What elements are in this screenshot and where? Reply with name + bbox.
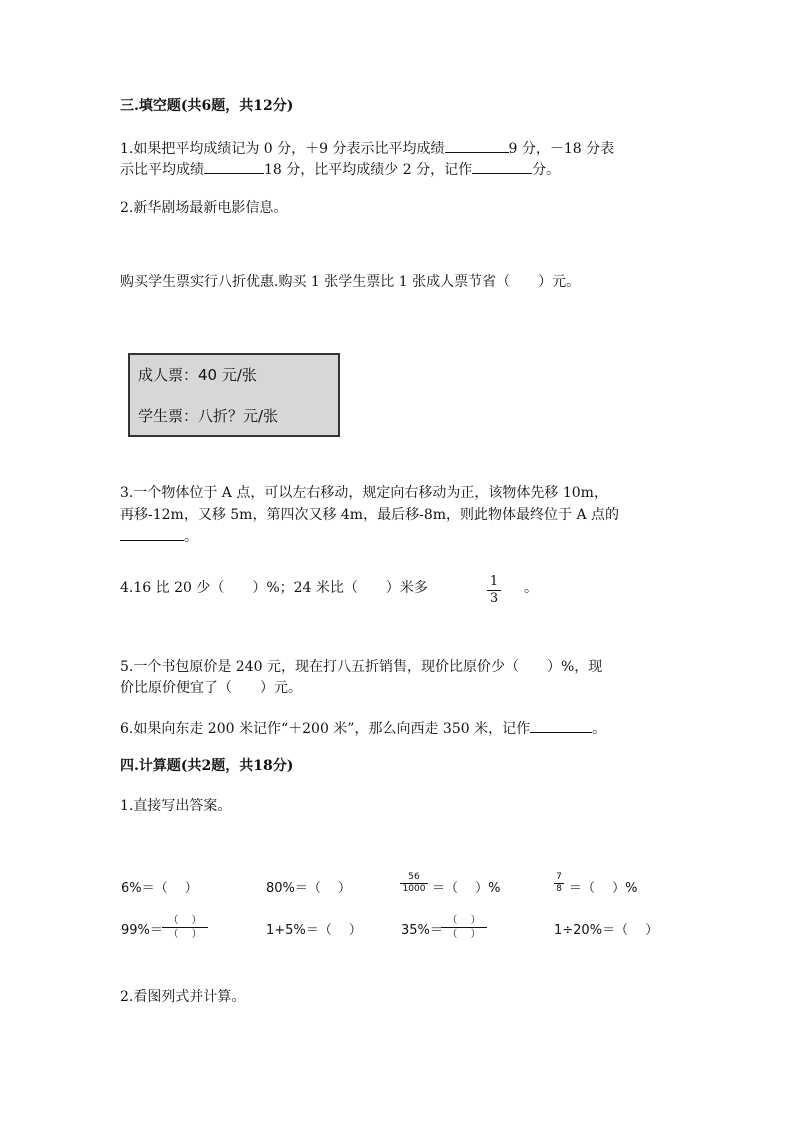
- q4-fraction-numerator: 1: [489, 574, 499, 589]
- q1-text-e: 分。: [532, 162, 561, 178]
- q1-blank-2[interactable]: [204, 159, 264, 174]
- q4-fraction-denominator: 3: [487, 590, 501, 607]
- calc-99-percent-numerator: （ ）: [168, 915, 202, 926]
- calc-56-1000-numerator: 56: [408, 872, 420, 882]
- question-5-line-2: 价比原价便宜了（ ）元。: [120, 680, 302, 696]
- calc-56-1000-fraction: [400, 872, 428, 895]
- question-3-line-2: 再移-12m，又移 5m，第四次又移 4m，最后移-8m，则此物体最终位于 A 点的: [120, 507, 620, 523]
- calc-35-percent-denominator: （ ）: [441, 927, 487, 941]
- section-3-title: 三.填空题(共6题，共12分): [120, 98, 294, 114]
- ticket-price-box: [128, 353, 340, 437]
- q1-text-b: 9 分，－18 分表: [508, 141, 615, 157]
- calc-99-percent-fraction: [162, 914, 208, 941]
- calc-6-percent: 6%＝（ ）: [121, 881, 198, 896]
- calc-question-2-title: 2.看图列式并计算。: [120, 989, 246, 1005]
- question-3-line-1: 3.一个物体位于 A 点，可以左右移动，规定向右移动为正，该物体先移 10m，: [120, 485, 608, 501]
- adult-ticket-price: 成人票：40 元/张: [138, 366, 257, 384]
- calc-7-8-numerator: 7: [556, 872, 562, 882]
- calc-7-8-rest: ＝（ ）%: [569, 881, 638, 896]
- question-2-title: 2.新华剧场最新电影信息。: [120, 200, 288, 216]
- q3-blank[interactable]: [120, 526, 184, 541]
- question-3-line-3: [120, 526, 198, 546]
- student-ticket-price: 学生票：八折？元/张: [138, 407, 279, 425]
- calc-35-percent-fraction: [441, 914, 487, 941]
- q6-text-b: 。: [592, 721, 607, 737]
- calc-56-1000-rest: ＝（ ）%: [432, 881, 501, 896]
- question-1-line-2: [120, 159, 560, 179]
- question-4-text: 4.16 比 20 少（ ）%；24 米比（ ）米多: [120, 580, 428, 596]
- q1-blank-1[interactable]: [445, 138, 509, 153]
- question-5-line-1: 5.一个书包原价是 240 元，现在打八五折销售，现价比原价少（ ）%，现: [120, 659, 603, 675]
- calc-35-percent-numerator: （ ）: [447, 915, 481, 926]
- calc-35-percent-lead: 35%＝: [401, 923, 443, 938]
- calc-99-percent-denominator: （ ）: [162, 927, 208, 941]
- calc-title: 1.直接写出答案。: [120, 798, 232, 814]
- q1-text-d: 18 分，比平均成绩少 2 分，记作: [264, 162, 473, 178]
- question-6-text: [120, 718, 606, 738]
- section-4-title: 四.计算题(共2题，共18分): [120, 758, 294, 774]
- q1-text-c: 示比平均成绩: [120, 162, 204, 178]
- calc-1-plus-5-percent: 1+5%＝（ ）: [266, 923, 362, 938]
- calc-7-8-fraction: [554, 872, 564, 895]
- q4-fraction: [487, 574, 501, 607]
- q1-text-a: 1.如果把平均成绩记为 0 分，＋9 分表示比平均成绩: [120, 141, 445, 157]
- calc-99-percent-lead: 99%＝: [121, 923, 163, 938]
- question-1-line-1: [120, 138, 614, 158]
- q3-end: 。: [184, 529, 198, 545]
- question-2-text: 购买学生票实行八折优惠.购买 1 张学生票比 1 张成人票节省（ ）元。: [120, 274, 581, 290]
- calc-56-1000-denominator: 1000: [400, 883, 428, 895]
- q6-text-a: 6.如果向东走 200 米记作“＋200 米”，那么向西走 350 米，记作: [120, 721, 531, 737]
- q1-blank-3[interactable]: [472, 159, 532, 174]
- calc-1-div-20-percent: 1÷20%＝（ ）: [554, 923, 659, 938]
- calc-80-percent: 80%＝（ ）: [266, 881, 352, 896]
- q6-blank[interactable]: [530, 718, 592, 733]
- q4-end: 。: [524, 580, 538, 596]
- calc-7-8-denominator: 8: [554, 883, 564, 895]
